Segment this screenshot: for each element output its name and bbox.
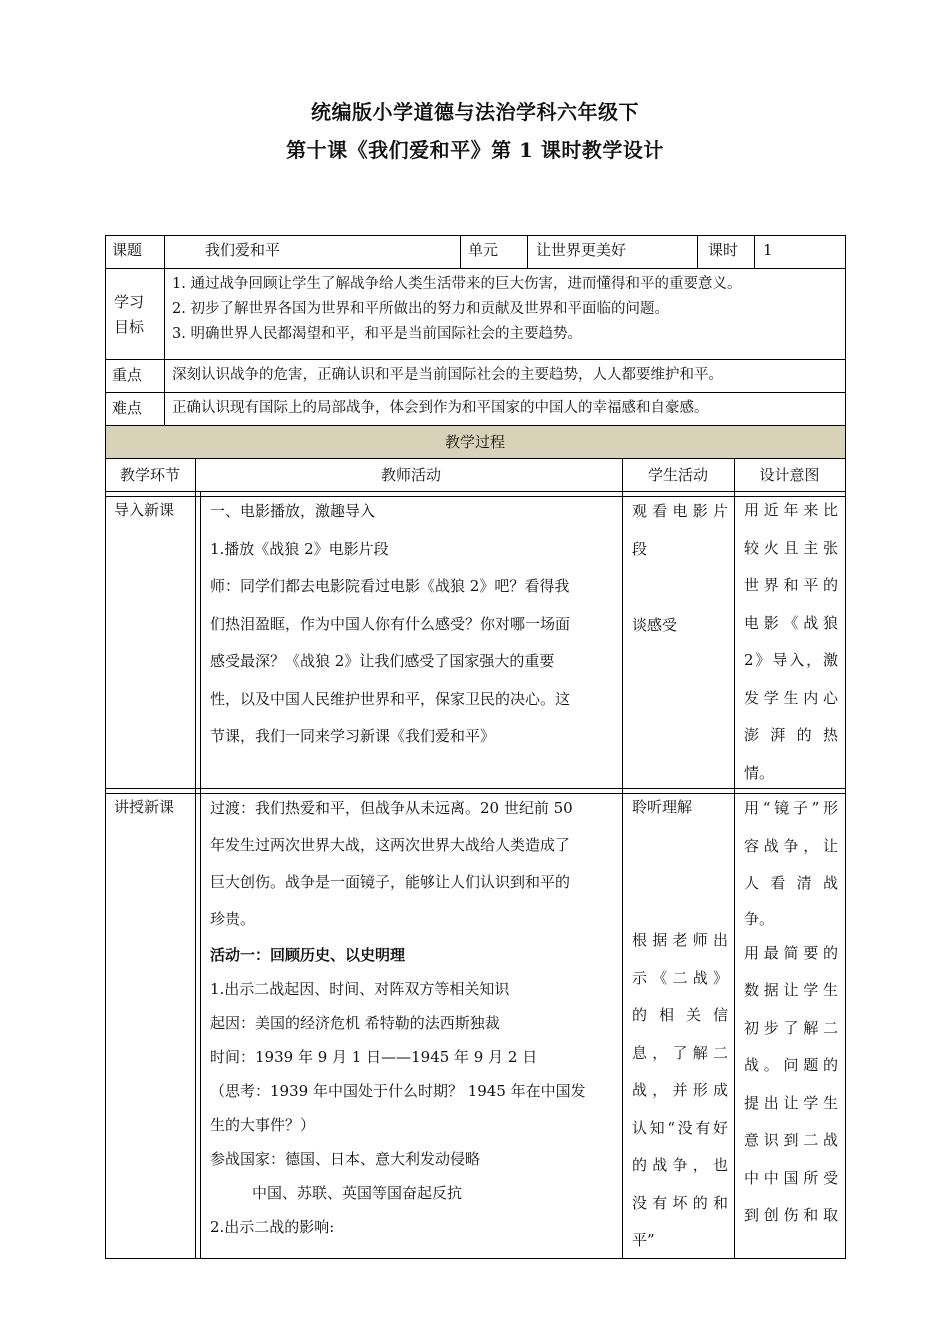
- text-line: 人看清战: [744, 874, 838, 892]
- intro-student-activity: [632, 492, 728, 644]
- text-line: 世界和平的: [744, 576, 838, 594]
- text-line: 提出让学生: [744, 1093, 838, 1112]
- text-line: 观看电影片: [632, 502, 728, 520]
- lesson-student-activity-2: [632, 922, 728, 1260]
- goal-item: 1. 通过战争回顾让学生了解战争给人类生活带来的巨大伤害，进而懂得和平的重要意义。: [172, 276, 742, 292]
- text-line: 2》导入，激: [744, 651, 838, 669]
- text-line: 谈感受: [632, 616, 678, 634]
- text-line: 争。: [744, 909, 775, 928]
- text-line: 初步了解二: [744, 1018, 838, 1037]
- goal-item: 2. 初步了解世界各国为世界和平所做出的努力和贡献及世界和平面临的问题。: [172, 301, 669, 317]
- text-line: 发学生内心: [744, 688, 838, 707]
- text-line: 巨大创伤。战争是一面镜子，能够让人们认识到和平的: [210, 873, 571, 891]
- text-line: 段: [632, 540, 648, 558]
- text-line: 情。: [744, 763, 775, 782]
- text-line: 息，了解二: [632, 1043, 728, 1062]
- document-title-line-1: 统编版小学道德与法治学科六年级下: [311, 100, 639, 124]
- text-line: 的相关信: [632, 1006, 728, 1024]
- header-intent: 设计意图: [759, 466, 820, 484]
- text-line: 中中国所受: [744, 1168, 838, 1187]
- text-line: 用近年来比: [744, 501, 838, 519]
- difficulty-label: 难点: [112, 399, 143, 417]
- text-line: 根据老师出: [632, 931, 728, 949]
- stage-intro: 导入新课: [114, 501, 175, 519]
- text-line: 时间：1939 年 9 月 1 日——1945 年 9 月 2 日: [210, 1048, 538, 1066]
- intro-design-intent: [744, 492, 838, 792]
- intro-teacher-activity: [210, 493, 615, 756]
- goals-list: [172, 272, 842, 347]
- lesson-student-activity-1: 聆听理解: [632, 798, 693, 816]
- period-value: 1: [763, 241, 773, 259]
- lesson-teacher-activity: [210, 790, 615, 1244]
- text-line: 2.出示二战的影响:: [210, 1218, 335, 1236]
- unit-value: 让世界更美好: [536, 241, 627, 259]
- text-line: 战，并形成: [632, 1081, 728, 1099]
- key-point-label: 重点: [112, 366, 143, 384]
- text-line: 感受最深？《战狼 2》让我们感受了国家强大的重要: [210, 652, 555, 670]
- activity-heading: 活动一：回顾历史、以史明理: [210, 946, 406, 964]
- text-line: 参战国家：德国、日本、意大利发动侵略: [210, 1150, 481, 1168]
- text-line: 过渡：我们热爱和平，但战争从未远离。20 世纪前 50: [210, 799, 573, 817]
- period-label: 课时: [708, 241, 739, 259]
- text-line: 节课，我们一同来学习新课《我们爱和平》: [210, 727, 496, 745]
- text-line: 珍贵。: [210, 910, 256, 928]
- text-line: 用“镜子”形: [744, 799, 838, 817]
- text-line: （思考：1939 年中国处于什么时期？ 1945 年在中国发: [210, 1082, 586, 1100]
- text-line: 示《二战》: [632, 968, 728, 987]
- text-line: 数据让学生: [744, 981, 838, 999]
- text-line: 年发生过两次世界大战，这两次世界大战给人类造成了: [210, 836, 571, 854]
- difficulty-value: 正确认识现有国际上的局部战争，体会到作为和平国家的中国人的幸福感和自豪感。: [172, 400, 709, 416]
- text-line: 战。问题的: [744, 1056, 838, 1074]
- key-point-value: 深刻认识战争的危害，正确认识和平是当前国际社会的主要趋势，人人都要维护和平。: [172, 367, 723, 383]
- header-stage: 教学环节: [119, 466, 180, 484]
- text-line: 澎湃的热: [744, 726, 838, 744]
- text-line: 电影《战狼: [744, 613, 838, 632]
- text-line: 较火且主张: [744, 538, 838, 557]
- document-title-line-2: 第十课《我们爱和平》第 1 课时教学设计: [286, 138, 664, 162]
- text-line: [632, 568, 728, 606]
- goal-item: 3. 明确世界人民都渴望和平，和平是当前国际社会的主要趋势。: [172, 326, 582, 342]
- text-line: 生的大事件？）: [210, 1116, 316, 1134]
- goals-label-line-2: 目标: [114, 318, 145, 336]
- text-line: 起因：美国的经济危机 希特勒的法西斯独裁: [210, 1014, 500, 1032]
- text-line: 师：同学们都去电影院看过电影《战狼 2》吧？看得我: [210, 577, 570, 595]
- text-line: 性，以及中国人民维护世界和平，保家卫民的决心。这: [210, 689, 571, 708]
- header-teacher: 教师活动: [380, 466, 441, 484]
- text-line: 的战争，也: [632, 1156, 728, 1174]
- lesson-design-intent: [744, 790, 838, 1235]
- stage-new-lesson: 讲授新课: [114, 798, 175, 816]
- text-line: 中国、苏联、英国等国奋起反抗: [252, 1184, 463, 1202]
- unit-label: 单元: [468, 241, 499, 259]
- text-line: 用最简要的: [744, 943, 838, 962]
- text-line: 到创伤和取: [744, 1206, 838, 1224]
- topic-label: 课题: [112, 241, 143, 259]
- text-line: 没有坏的和: [632, 1193, 728, 1212]
- text-line: 认知“没有好: [632, 1118, 728, 1137]
- text-line: 一、电影播放，激趣导入: [210, 502, 376, 520]
- text-line: 1.出示二战起因、时间、对阵双方等相关知识: [210, 980, 510, 998]
- goals-label-line-1: 学习: [114, 293, 145, 311]
- text-line: 容战争，让: [744, 836, 838, 855]
- text-line: 1.播放《战狼 2》电影片段: [210, 539, 389, 558]
- header-student: 学生活动: [647, 466, 708, 484]
- text-line: 平”: [632, 1231, 655, 1249]
- text-line: 意识到二战: [744, 1131, 838, 1149]
- process-title: 教学过程: [444, 433, 505, 451]
- text-line: 们热泪盈眶，作为中国人你有什么感受？你对哪一场面: [210, 614, 571, 633]
- topic-value: 我们爱和平: [205, 241, 281, 259]
